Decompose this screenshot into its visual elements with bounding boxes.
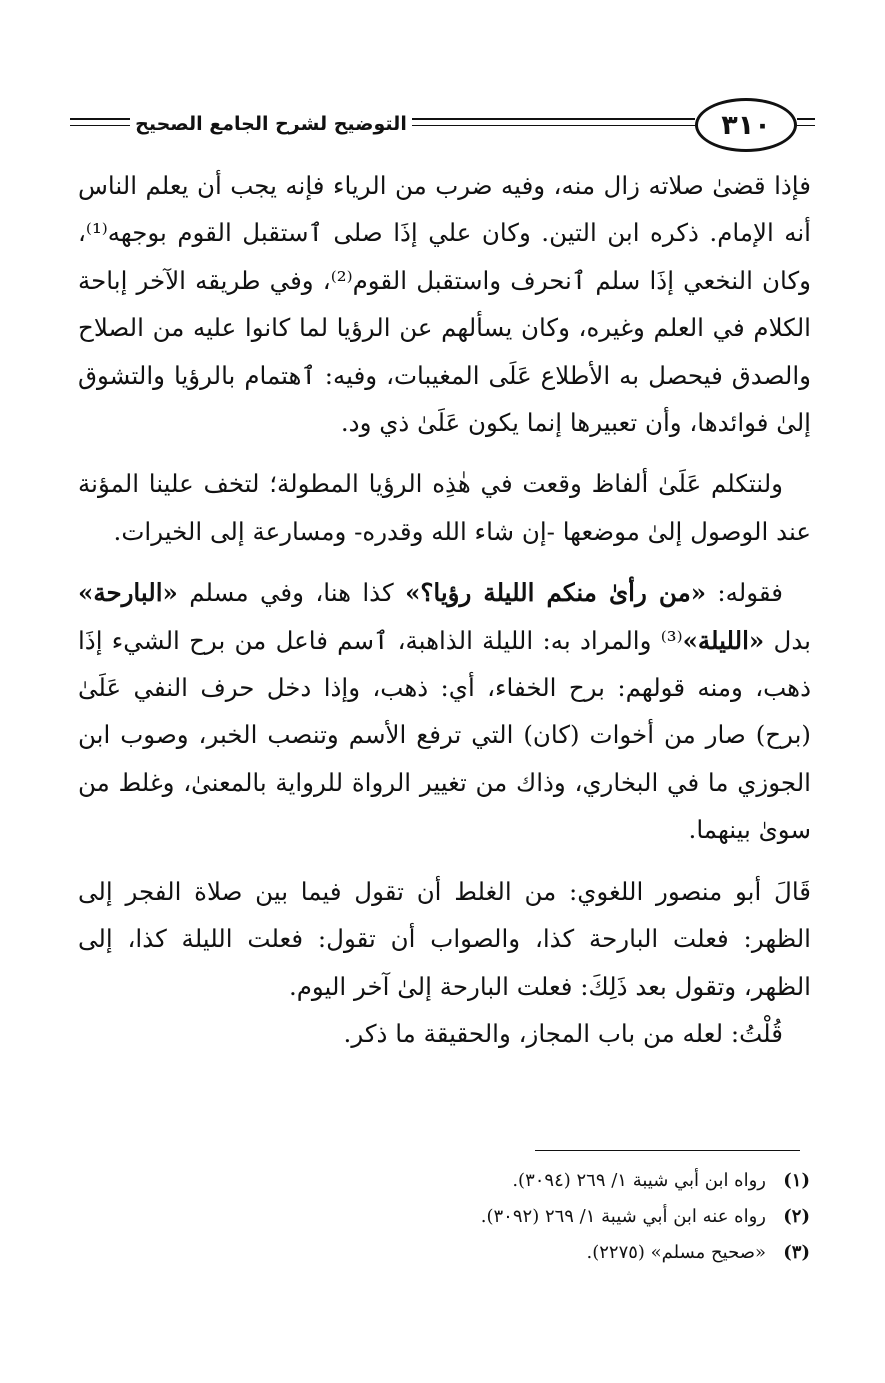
paragraph: قَالَ أبو منصور اللغوي: من الغلط أن تقول فيما بين صلاة الفجر إلى الظهر: فعلت البارحة كذا، والصواب أن تقول: فعلت الليلة كذا، إلى الظهر، وتقول بعد ذَلِكَ: فعلت البارحة إلىٰ آخر اليوم. — [78, 876, 811, 1001]
text-span: بدل — [764, 625, 811, 655]
page-number: ٣١٠ — [721, 109, 771, 141]
header-rule — [70, 118, 130, 120]
paragraph — [78, 569, 811, 853]
header-rule — [70, 125, 130, 126]
footnote-text: رواه عنه ابن أبي شيبة ١/ ٢٦٩ (٣٠٩٢). — [480, 1206, 766, 1227]
header-rule — [412, 118, 695, 120]
header-rule — [797, 125, 815, 126]
book-title: التوضيح لشرح الجامع الصحيح — [135, 113, 407, 135]
text-span: ⁽³⁾ والمراد به: الليلة الذاهبة، ٱسم فاعل من برح الشيء إذَا ذهب، ومنه قولهم: برح الخفاء، أي: ذهب، وإذا دخل حرف النفي عَلَىٰ (برح) صار من أخوات (كان) التي ترفع الأسم وتنصب الخبر، وصوب ابن الجوزي ما في البخاري، وذاك من تغيير الرواة للرواية بالمعنىٰ، وغلط من سوىٰ بينهما. — [78, 625, 811, 845]
footnote — [300, 1163, 810, 1199]
quoted-word: «البارحة» — [78, 578, 178, 608]
footnote-separator — [535, 1150, 800, 1151]
paragraph: قُلْتُ: لعله من باب المجاز، والحقيقة ما ذكر. — [343, 1018, 783, 1048]
paragraph: فإذا قضىٰ صلاته زال منه، وفيه ضرب من الرياء فإنه يجب أن يعلم الناس أنه الإمام. ذكره ابن التين. وكان علي إذَا صلى ٱستقبل القوم بوجهه⁽¹⁾، وكان النخعي إذَا سلم ٱنحرف واستقبل القوم⁽²⁾، وفي طريقه الآخر إباحة الكلام في العلم وغيره، وكان يسألهم عن الرؤيا لما كانوا عليه من الصلاح والصدق فيحصل به الأطلاع عَلَى المغيبات، وفيه: ٱهتمام بالرؤيا والتشوق إلىٰ فوائدها، وأن تعبيرها إنما يكون عَلَىٰ ذي ود. — [78, 171, 812, 438]
footnote — [300, 1235, 810, 1271]
quoted-word: «الليلة» — [682, 625, 765, 655]
footnote — [300, 1199, 810, 1235]
running-header — [70, 98, 815, 154]
header-rule — [412, 125, 695, 126]
main-text — [78, 162, 811, 1057]
footnote-text: «صحيح مسلم» (٢٢٧٥). — [586, 1242, 766, 1263]
footnotes — [300, 1163, 810, 1271]
paragraph: ولنتكلم عَلَىٰ ألفاظ وقعت في هٰذِه الرؤيا المطولة؛ لتخف علينا المؤنة عند الوصول إلىٰ موضعها -إن شاء الله وقدره- ومسارعة إلى الخيرات. — [78, 469, 811, 546]
footnote-marker: (١) — [783, 1170, 810, 1191]
footnote-marker: (٢) — [783, 1206, 810, 1227]
page-number-badge — [695, 98, 797, 152]
text-span: كذا هنا، وفي مسلم — [177, 578, 406, 608]
footnote-text: رواه ابن أبي شيبة ١/ ٢٦٩ (٣٠٩٤). — [512, 1170, 766, 1191]
footnote-marker: (٣) — [783, 1242, 810, 1263]
quoted-hadith: «من رأىٰ منكم الليلة رؤيا؟» — [405, 578, 707, 608]
text-span: فقوله: — [706, 578, 783, 608]
header-rule — [797, 118, 815, 120]
